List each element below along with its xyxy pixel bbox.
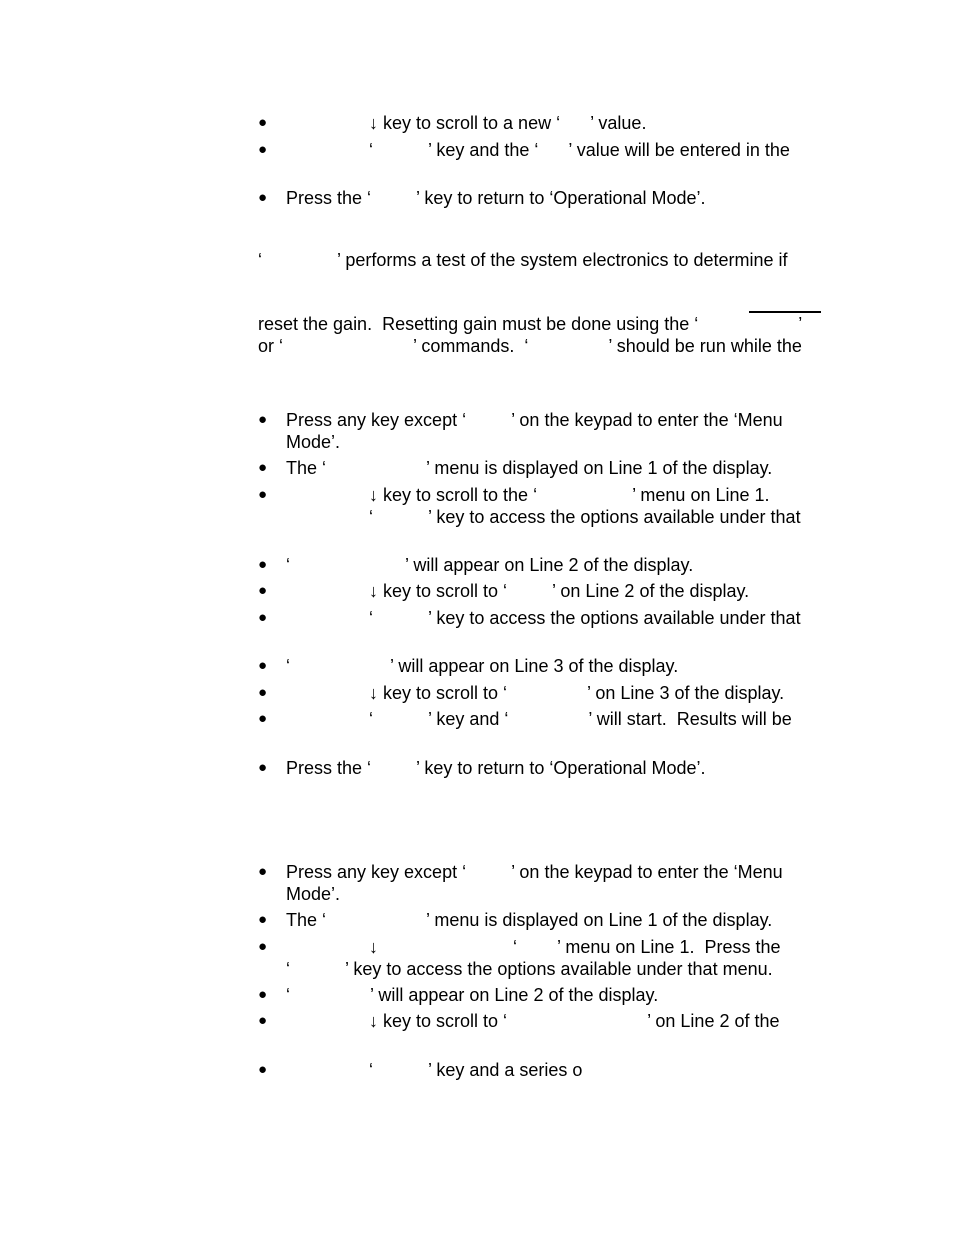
bullet: ●: [258, 1012, 268, 1029]
paragraph-line: or ‘ ’ commands. ‘ ’ should be run while the: [258, 336, 802, 356]
text-line: ‘ ’ key to access the options available under that menu.: [286, 959, 773, 979]
text-line: Mode’.: [286, 884, 341, 904]
text-line: ‘ ’ key to access the options available under that: [369, 507, 801, 527]
bullet: ●: [258, 710, 268, 727]
bullet: ●: [258, 556, 268, 573]
text-line: Press any key except ‘ ’ on the keypad to enter the ‘Menu: [286, 410, 783, 430]
text-line: ‘ ’ key and the ‘ ’ value will be entered in the: [369, 140, 790, 160]
text-line: Mode’.: [286, 432, 341, 452]
bullet: ●: [258, 582, 268, 599]
paragraph-line: reset the gain. Resetting gain must be done using the ‘ ’: [258, 314, 803, 334]
bullet: ●: [258, 986, 268, 1003]
text-line: Press any key except ‘ ’ on the keypad to enter the ‘Menu: [286, 862, 783, 882]
paragraph-line: ‘ ’ performs a test of the system electronics to determine if: [258, 250, 788, 270]
text-line: ↓ key to scroll to ‘ ’ on Line 3 of the display.: [369, 683, 785, 703]
bullet: ●: [258, 1061, 268, 1078]
text-line: ↓ key to scroll to the ‘ ’ menu on Line 1.: [369, 485, 770, 505]
bullet: ●: [258, 459, 268, 476]
bullet: ●: [258, 114, 268, 131]
bullet: ●: [258, 189, 268, 206]
bullet: ●: [258, 486, 268, 503]
bullet: ●: [258, 863, 268, 880]
text-line: ‘ ’ will appear on Line 2 of the display.: [286, 555, 694, 575]
text-line: ↓ key to scroll to ‘ ’ on Line 2 of the: [369, 1011, 780, 1031]
text-line: ↓ key to scroll to a new ‘ ’ value.: [369, 113, 647, 133]
bullet: ●: [258, 911, 268, 928]
text-line: Press the ‘ ’ key to return to ‘Operational Mode’.: [286, 188, 706, 208]
text-line: ‘ ’ will appear on Line 2 of the display.: [286, 985, 659, 1005]
bullet: ●: [258, 684, 268, 701]
bullet: ●: [258, 141, 268, 158]
bullet: ●: [258, 759, 268, 776]
text-line: ↓ key to scroll to ‘ ’ on Line 2 of the display.: [369, 581, 750, 601]
bullet: ●: [258, 938, 268, 955]
text-line: ↓ ‘ ’ menu on Line 1. Press the: [369, 937, 781, 957]
bullet: ●: [258, 657, 268, 674]
text-line: ‘ ’ key and ‘ ’ will start. Results will be: [369, 709, 792, 729]
bullet: ●: [258, 609, 268, 626]
text-line: The ‘ ’ menu is displayed on Line 1 of the display.: [286, 910, 773, 930]
text-line: The ‘ ’ menu is displayed on Line 1 of the display.: [286, 458, 773, 478]
bullet: ●: [258, 411, 268, 428]
text-line: ‘ ’ key and a series o: [369, 1060, 583, 1080]
text-line: ‘ ’ will appear on Line 3 of the display.: [286, 656, 679, 676]
text-line: ‘ ’ key to access the options available under that: [369, 608, 801, 628]
text-line: Press the ‘ ’ key to return to ‘Operational Mode’.: [286, 758, 706, 778]
